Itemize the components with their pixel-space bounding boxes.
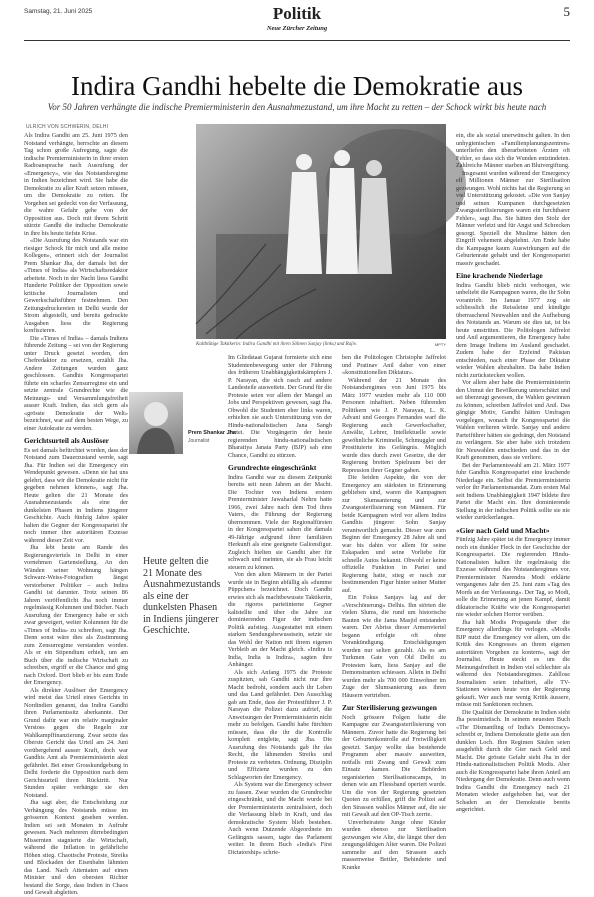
article-column-3 <box>342 354 446 871</box>
paragraph: «Die Ausrufung des Notstands war ein riesiger Schock für mich und alle meine Kollegen», erinnert sich der Journalist Prem Shankar Jha, der damals bei der «Times of India» als Wirtschaftsredaktor arbeitete. Noch in der Nacht liess Gandhi Hunderte Politiker der Opposition sowie kritische Journalisten und Gewerkschaftsführer festnehmen. Den Zeitungsdruckereien in Delhi wurde der Strom abgestellt, und bereits gedruckte Ausgaben liess die Regierung konfiszieren. <box>24 237 128 334</box>
paragraph: Im Gliedstaat Gujarat formierte sich eine Studentenbewegung unter der Führung des früheren Unabhängigkeitskämpfers J. P. Narayan, die sich rasch auf andere Landesteile ausweitete. Der Grund für die Proteste seien vor allem der Mangel an Jobs und Perspektiven gewesen, sagt Jha. Obwohl die Studenten eher links waren, erhielten sie auch Unterstützung von der Hindu-nationalistischen Jana Sangh Partei. Die Vorgängerin der heute regierenden hindu-nationalistischen Bharatiya Janata Party (BJP) sah eine Chance, Gandhi zu stürzen. <box>228 354 332 459</box>
paragraph: Als direkter Auslöser der Emergency wird meist das Urteil eines Gerichts in Nordindien genannt, das Indira Gandhi ihren Parlamentssitz aberkannte. Der Grund dafür war ein relativ marginaler Verstoss gegen die Regeln zur Wahlkampffinanzierung. Zwar setzte das Oberste Gericht das Urteil am 24. Juni vorübergehend ausser Kraft, doch war Gandhis Amt als Premierministerin akut gefährdet. Bei einer Grosskundgebung in Delhi forderte die Opposition nach dem Gerichtsurteil ihren Rücktritt. Nur Stunden später verhängte sie den Notstand. <box>24 686 128 799</box>
paragraph: Ein Fokus Sanjays lag auf der «Verschönerung» Delhis. Ihn störten die vielen Slums, die rund um historische Bauten wie die Jama Masjid entstanden waren. Der Abriss dieser Armenviertel begann erfolgte oft ohne Vorankündigung. Entschädigungen wurden nur selten gezahlt. Als es am Turkmen Gate von Old Delhi zu Protesten kam, liess Sanjay auf die Demonstranten schiessen. Allein in Delhi wurden mehr als 700 000 Einwohner im Zuge der Slumsanierung aus ihren Häusern vertrieben. <box>342 594 446 699</box>
paragraph: Unverheiratete Junge ohne Kinder wurden ebenso zur Sterilisation gezwungen wie Alte, die längst über den zeugungsfähigen Alter waren. Die Polizei sammelte auf den Strassen auch massenweise Bettler, Behinderte und Kranke <box>342 818 446 871</box>
page-number: 5 <box>563 4 570 19</box>
photo-caption <box>196 342 446 347</box>
paragraph: Jha lebt heute am Rande des Regierungsviertels in Delhi in einer vornehmen Gartensiedlung. An den Wänden seiner Wohnung hängen Schwarz-Weiss-Fotografien längst verstorbener Politiker – auch Indira Gandhi ist darunter. Trotz seinen 86 Jahren veröffentlicht Jha noch immer regelmässig Kolumnen und Bücher. Nach Ausrufung der Emergency habe er sich zwar geweigert, weiter Kolumnen für die «Times of India» zu schreiben, sagt Jha. Denn sonst wäre dies als Zustimmung zum Zensurregime verstanden worden. Als er ein Stipendium erhielt, um am Buch über die indische Wirtschaft zu schreiben, ergriff er die Chance und ging nach Oxford. Dort blieb er bis zum Ende der Emergency. <box>24 544 128 686</box>
paragraph: Die beiden Aspekte, die von der Emergency am stärksten in Erinnerung geblieben sind, waren die Kampagnen zur Slumsanierung und zur Zwangssterilisierung von Männern. Für beide Kampagnen wird vor allem Indira Gandhis jüngerer Sohn Sanjay verantwortlich gemacht. Dieser war zum Beginn der Emergency 28 Jahre alt und war bis dahin vor allem für seine Eskapaden und seine Vorliebe für schnelle Autos bekannt. Obwohl er keine offizielle Funktion in Partei und Regierung hatte, stieg er rasch zur bestimmenden Figur hinter seiner Mutter auf. <box>342 474 446 594</box>
subheadline: Vor 50 Jahren verhängte die indische Premierministerin den Ausnahmezustand, um ihre Macht zu retten – der Schock wirkt bis heute nach <box>47 102 547 112</box>
photo-illustration <box>196 124 446 339</box>
section-heading: Eine krachende Niederlage <box>456 271 543 280</box>
paragraph: Die «Times of India» – damals Indiens führende Zeitung – sei von der Regierung unter Druck gesetzt worden, den Chefredaktor zu ersetzen, erzählt Jha. Andere Zeitungen wurden ganz geschlossen. Gandhis Kongresspartei führte ein scharfes Zensurregime ein und setzte zentrale Grundrechte wie die Meinungs- und Versammlungsfreiheit ausser Kraft. Indien, das sich gern als «grösste Demokratie der Welt» bezeichnet, war auf dem besten Wege, zu einer Autokratie zu werden. <box>24 334 128 432</box>
paragraph: Von den alten Männern in der Partei wurde sie in Beginn abfällig als «dumme Püppchen» bezeichnet. Doch Gandhi erwies sich als machtbewusste Taktikerin, die rigoros parteiinterne Gegner kaltstellte und über die Jahre zur dominierenden Figur der indischen Politik aufstieg. Ausgestattet mit einem starken Sendungsbewusstsein, setzte sie das Wohl der Nation mit ihrem eigenen Verbleib an der Macht gleich. «Indira is India, India is Indira», sagten ihre Anhänger. <box>228 571 332 668</box>
photo-credit: MPTY <box>434 342 446 347</box>
paragraph: Jha sagt aber, die Entscheidung zur Verhängung des Notstands müsse im grösseren Kontext gesehen werden. Indien sei seit Monaten in Aufruhr gewesen. Nach mehreren dürrebedingten Missernten stagnierte die Wirtschaft, während die Inflation in gefährliche Höhen stieg. Chaotische Proteste, Streiks und Blockaden der Eisenbahn lähmten das Land. Nach Attentaten auf einen Minister und den obersten Richter bestand die Sorge, dass Indien in Chaos und Gewalt abgleiten. <box>24 799 128 896</box>
section-title: Politik <box>272 4 322 23</box>
paragraph: Als Indira Gandhi am 25. Juni 1975 den Notstand verhängte, herrschte an diesem Tag schon große Aufregung, sagte die indische Premierministerin in ihrer ersten Radioansprache nach Ausrufung der «Emergency», wie das Notstandsregime in Indien bezeichnet wird. Sie habe die Demokratie zu aller Kraft setzen müssen, um die Demokratie zu retten. Ihr Vorgehen sei gedeckt von der Verfassung, die wahre Gefahr gehe von der Opposition aus. Doch mit ihrem Schritt stürzte Gandhi die indische Demokratie in ihre bis heute tiefste Krise. <box>24 132 128 237</box>
header-divider <box>24 40 570 41</box>
paragraph: Insgesamt wurden während der Emergency elf Millionen Männer zur Sterilisation gezwungen. Wohl nichts hat die Regierung so viel Unterstützung gekostet. «Die von Sanjay und seinen Kumpanen durchgesetzten Zwangssterilisierungen waren ein furchtbarer Fehler», sagt Jha. Sie hätten den Stolz der Männer verletzt und für Angst und Schrecken gesorgt. Speziell die Muslime hätten den Eingriff vehement abgelehnt. Am Ende habe die Kampagne kaum Auswirkungen auf die Geburtenrate gehabt und der Kongresspartei massiv geschadet. <box>456 169 570 267</box>
portrait-photo <box>129 392 183 454</box>
paragraph: Indira Gandhi blieb nicht verborgen, wie unbeliebt die Kampagnen waren, die ihr Sohn vorantrieb. Im Januar 1977 zog sie schliesslich die Reissleine und kündigte überraschend Neuwahlen und die Aufhebung des Notstands an. Warum sie dies tat, ist bis heute umstritten. Die Politologen Jaffrelot und Anil argumentieren, die Emergency habe dem Image Indiens im Ausland geschadet. Zudem habe der Erzfeind Pakistan entschieden, nach einer Phase der Diktatur wieder Wahlen abzuhalten. Da habe Indien nicht zurückstecken wollen. <box>456 281 570 379</box>
paragraph: Es sei damals befürchtet worden, dass der Notstand zum Dauerzustand werde, sagt Jha. Für Indien sei die Emergency ein Wendepunkt gewesen. «Denn sie hat uns gelehrt, dass wir die Demokratie nicht für gegeben nehmen können», sagt Jha. Heute gelten die 21 Monate des Ausnahmezustands als eine der dunkelsten Phasen in Indiens jüngerer Geschichte. Auch fünfzig Jahre später halten die Gegner der Kongresspartei ihr noch immer ihre autoritären Exzesse während dieser Zeit vor. <box>24 446 128 544</box>
pull-quote: Heute gelten die 21 Monate des Ausnahmezustands als eine der dunkelsten Phasen in Indiens jüngerer Geschichte. <box>143 556 221 636</box>
byline: ULRICH VON SCHWERIN, DELHI <box>26 124 109 130</box>
section-heading: Gerichtsurteil als Auslöser <box>24 436 109 445</box>
section-heading: Zur Sterilisierung gezwungen <box>342 703 437 712</box>
newspaper-name: Neue Zürcher Zeitung <box>266 25 328 32</box>
paragraph: ein, die als sozial unerwünscht galten. In den unhygienischen «Familienplanungszentren» unterliefen den überarbeiteten Ärzten oft Fehler, so dass sich die Wunden entzündeten. Zahlreiche Männer starben an Blutvergiftung. <box>456 132 570 169</box>
main-photo <box>196 124 446 339</box>
paragraph: Bei der Parlamentswahl am 21. März 1977 fuhr Gandhis Kongresspartei eine krachende Niederlage ein. Selbst die Premierministerin verlor ihr Parlamentsmandat. Zum ersten Mal seit Indiens Unabhängigkeit 1947 bildete ihre Partei die Macht ein. Ihre dominierende Stellung in der indischen Politik sollte sie nie wieder zurückerlangen. <box>456 461 570 521</box>
section-heading: Grundrechte eingeschränkt <box>228 463 317 472</box>
paragraph: Fünfzig Jahre später ist die Emergency immer noch ein dunkler Fleck in der Geschichte der Kongresspartei. Die regierenden Hindu-Nationalisten halten ihr regelmässig die Exzesse während des Notstandsregimes vor. Premierminister Narendra Modi erklärte vergangenes Jahr den 25. Juni zum «Tag des Mords an der Verfassung». Der Tag, so Modi, solle die Erinnerung an jenen Kampf, damit diktatorische Kräfte wie die Kongresspartei nie wieder solchen Horror verüben. <box>456 536 570 618</box>
article-column-1 <box>24 132 128 896</box>
issue-date: Samstag, 21. Juni 2025 <box>24 8 93 15</box>
paragraph: Die Qualität der Demokratie in Indien sieht Jha pessimistisch. In seinem neuesten Buch «The Dismantling of India's Democracy» schreibt er, Indiens Demokratie gleite aus den dunklen Loch. Ihre Regimen Säulen seien ausgehöhlt durch die Gier nach Geld und Macht. Die grösste Gefahr sieht Jha in der Hindu-nationalistischen Politik Modis. Aber auch die Kongresspartei habe ihren Anteil am Niedergang der Demokratie. Denn auch wenn Indira Gandhi die Emergency nach 21 Monaten wieder aufgehoben hat, war der Schaden an der Demokratie bereits angerichtet. <box>456 708 570 813</box>
paragraph: Als System war die Emergency schwer zu fassen. Zwar wurden die Grundrechte eingeschränkt, und die Macht wurde bei der Premierministerin zentralisiert, doch die Verfassung blieb in Kraft, und das demokratische System blieb bestehen. Auch wenn Dutzende Abgeordnete im Gefängnis sassen, tagte das Parlament weiter. In ihrem Buch «India's First Dictatorship» schrie- <box>228 781 332 856</box>
portrait-name: Prem Shankar Jha <box>188 430 236 436</box>
portrait-role: Journalist <box>188 438 210 444</box>
paragraph: Indira Gandhi war zu diesem Zeitpunkt bereits seit neun Jahren an der Macht. Die Tochter von Indiens erstem Premierminister Jawaharlal Nehru hatte 1966, zwei Jahre nach dem Tod ihres Vaters, die Führung der Regierung übernommen. Viele der Regionalfürsten in der Kongresspartei sahen die damals 49-Jährige aufgrund ihrer familiären Herkunft als eine geeignete Galionsfigur. Zugleich hielten sie Gandhi aber für schwach und meinten, sie als Frau leicht steuern zu können. <box>228 473 332 571</box>
portrait-illustration <box>129 392 183 454</box>
paragraph: ben die Politologen Christophe Jaffrelot und Pratinav Anil daher von einer «konstitutionellen Diktatur». <box>342 354 446 376</box>
paragraph: Jha hält Modis Propaganda über die Emergency allerdings für verlogen. «Modis BJP nutzt die Emergency vor allem, um die Kritik des Kongresses an ihrem eigenen autoritären Vorgehen zu kontern», sagt der Journalist. Heute steckt es um die Meinungsfreiheit in Indien viel schlechter als während des Notstandsregimes. Zahllose Journalisten seien inhaftiert, alle TV-Stationen wiesen heute von der Regierung gekauft. Wer auch nur wenig Kritik äussere, müsse mit Sanktionen rechnen. <box>456 618 570 708</box>
article-column-4 <box>456 132 570 867</box>
article-column-2 <box>228 354 332 866</box>
paragraph: Während der 21 Monate des Notstandsregimes von Juni 1975 bis März 1977 wurden mehr als 110 000 Personen inhaftiert. Neben führenden Politikern wie J. P. Narayan, L. K. Advani und Georges Fernandes warf die Regierung auch Gewerkschafter, Anwälte, Lehrer, Intellektuelle sowie gewöhnliche Kriminelle, Schmuggler und Prostituierte ins Gefängnis. Möglich wurde dies durch zwei Gesetze, die der Regierung breiten Spielraum bei der Repression ihrer Gegner gaben. <box>342 376 446 474</box>
headline: Indira Gandhi hebelte die Demokratie aus <box>70 71 524 101</box>
caption-text: Kaltblütige Taktikerin: Indira Gandhi mit ihren Söhnen Sanjay (links) und Rajiv. <box>196 342 358 347</box>
paragraph: Vor allem aber habe die Premierministerin den Unmut der Bevölkerung unterschätzt und sei überzeugt gewesen, die Wahlen gewinnen zu können, schreiben Jaffrelot und Anil. Das gängige Motiv, Gandhi hätten Umfragen vorgelegen, wonach ihr Kongresspartei die Wahlen verlieren würde. Sanjay und andere Parteiführer hätten sie gedrängt, den Notstand zu verlängern. Sie aber habe sich trotzdem für Neuwahlen entschieden und das in der Kraft genommen, dass sie verliere. <box>456 379 570 461</box>
section-heading: «Gier nach Geld und Macht» <box>456 525 550 535</box>
paragraph: Noch grössere Folgen hatte die Kampagne zur Zwangssterilisierung von Männern. Zuvor hatte die Regierung bei der Geburtenkontrolle auf Freiwilligkeit gesetzt. Sanjay wollte das bestehende Programm aber massiv ausweiten, notfalls mit Zwang und Gewalt zum Einsatz kamen. Die Behörden organisierten Sterilisationscamps, in denen wie am Fliessband operiert wurde. Um die von der Regierung gesetzten Quoten zu erfüllen, griff die Polizei auf den Strassen wahllos Männer auf, die sie mit Gewalt auf den OP-Tisch zerrte. <box>342 713 446 818</box>
paragraph: Als sich Anfang 1975 die Proteste zuspitzten, sah Gandhi nicht nur ihre Macht bedroht, sondern auch ihr Leben und das Land gefährdet. Den Ausschlag gab am Ende, dass der Protestführer J. P. Narayan die Polizei dazu aufrief, die Anweisungen der Premierministerin nicht mehr zu befolgen. Gandhi habe fürchten müssen, dass die ihr die Kontrolle komplett entgleite, sagt Jha. Die Ausrufung des Notstands gab ihr das Recht, die lähmenden Streiks und Proteste zu verbieten. Ordnung, Disziplin und Effizienz wurden zu den Schlagworten der Emergency. <box>228 668 332 781</box>
